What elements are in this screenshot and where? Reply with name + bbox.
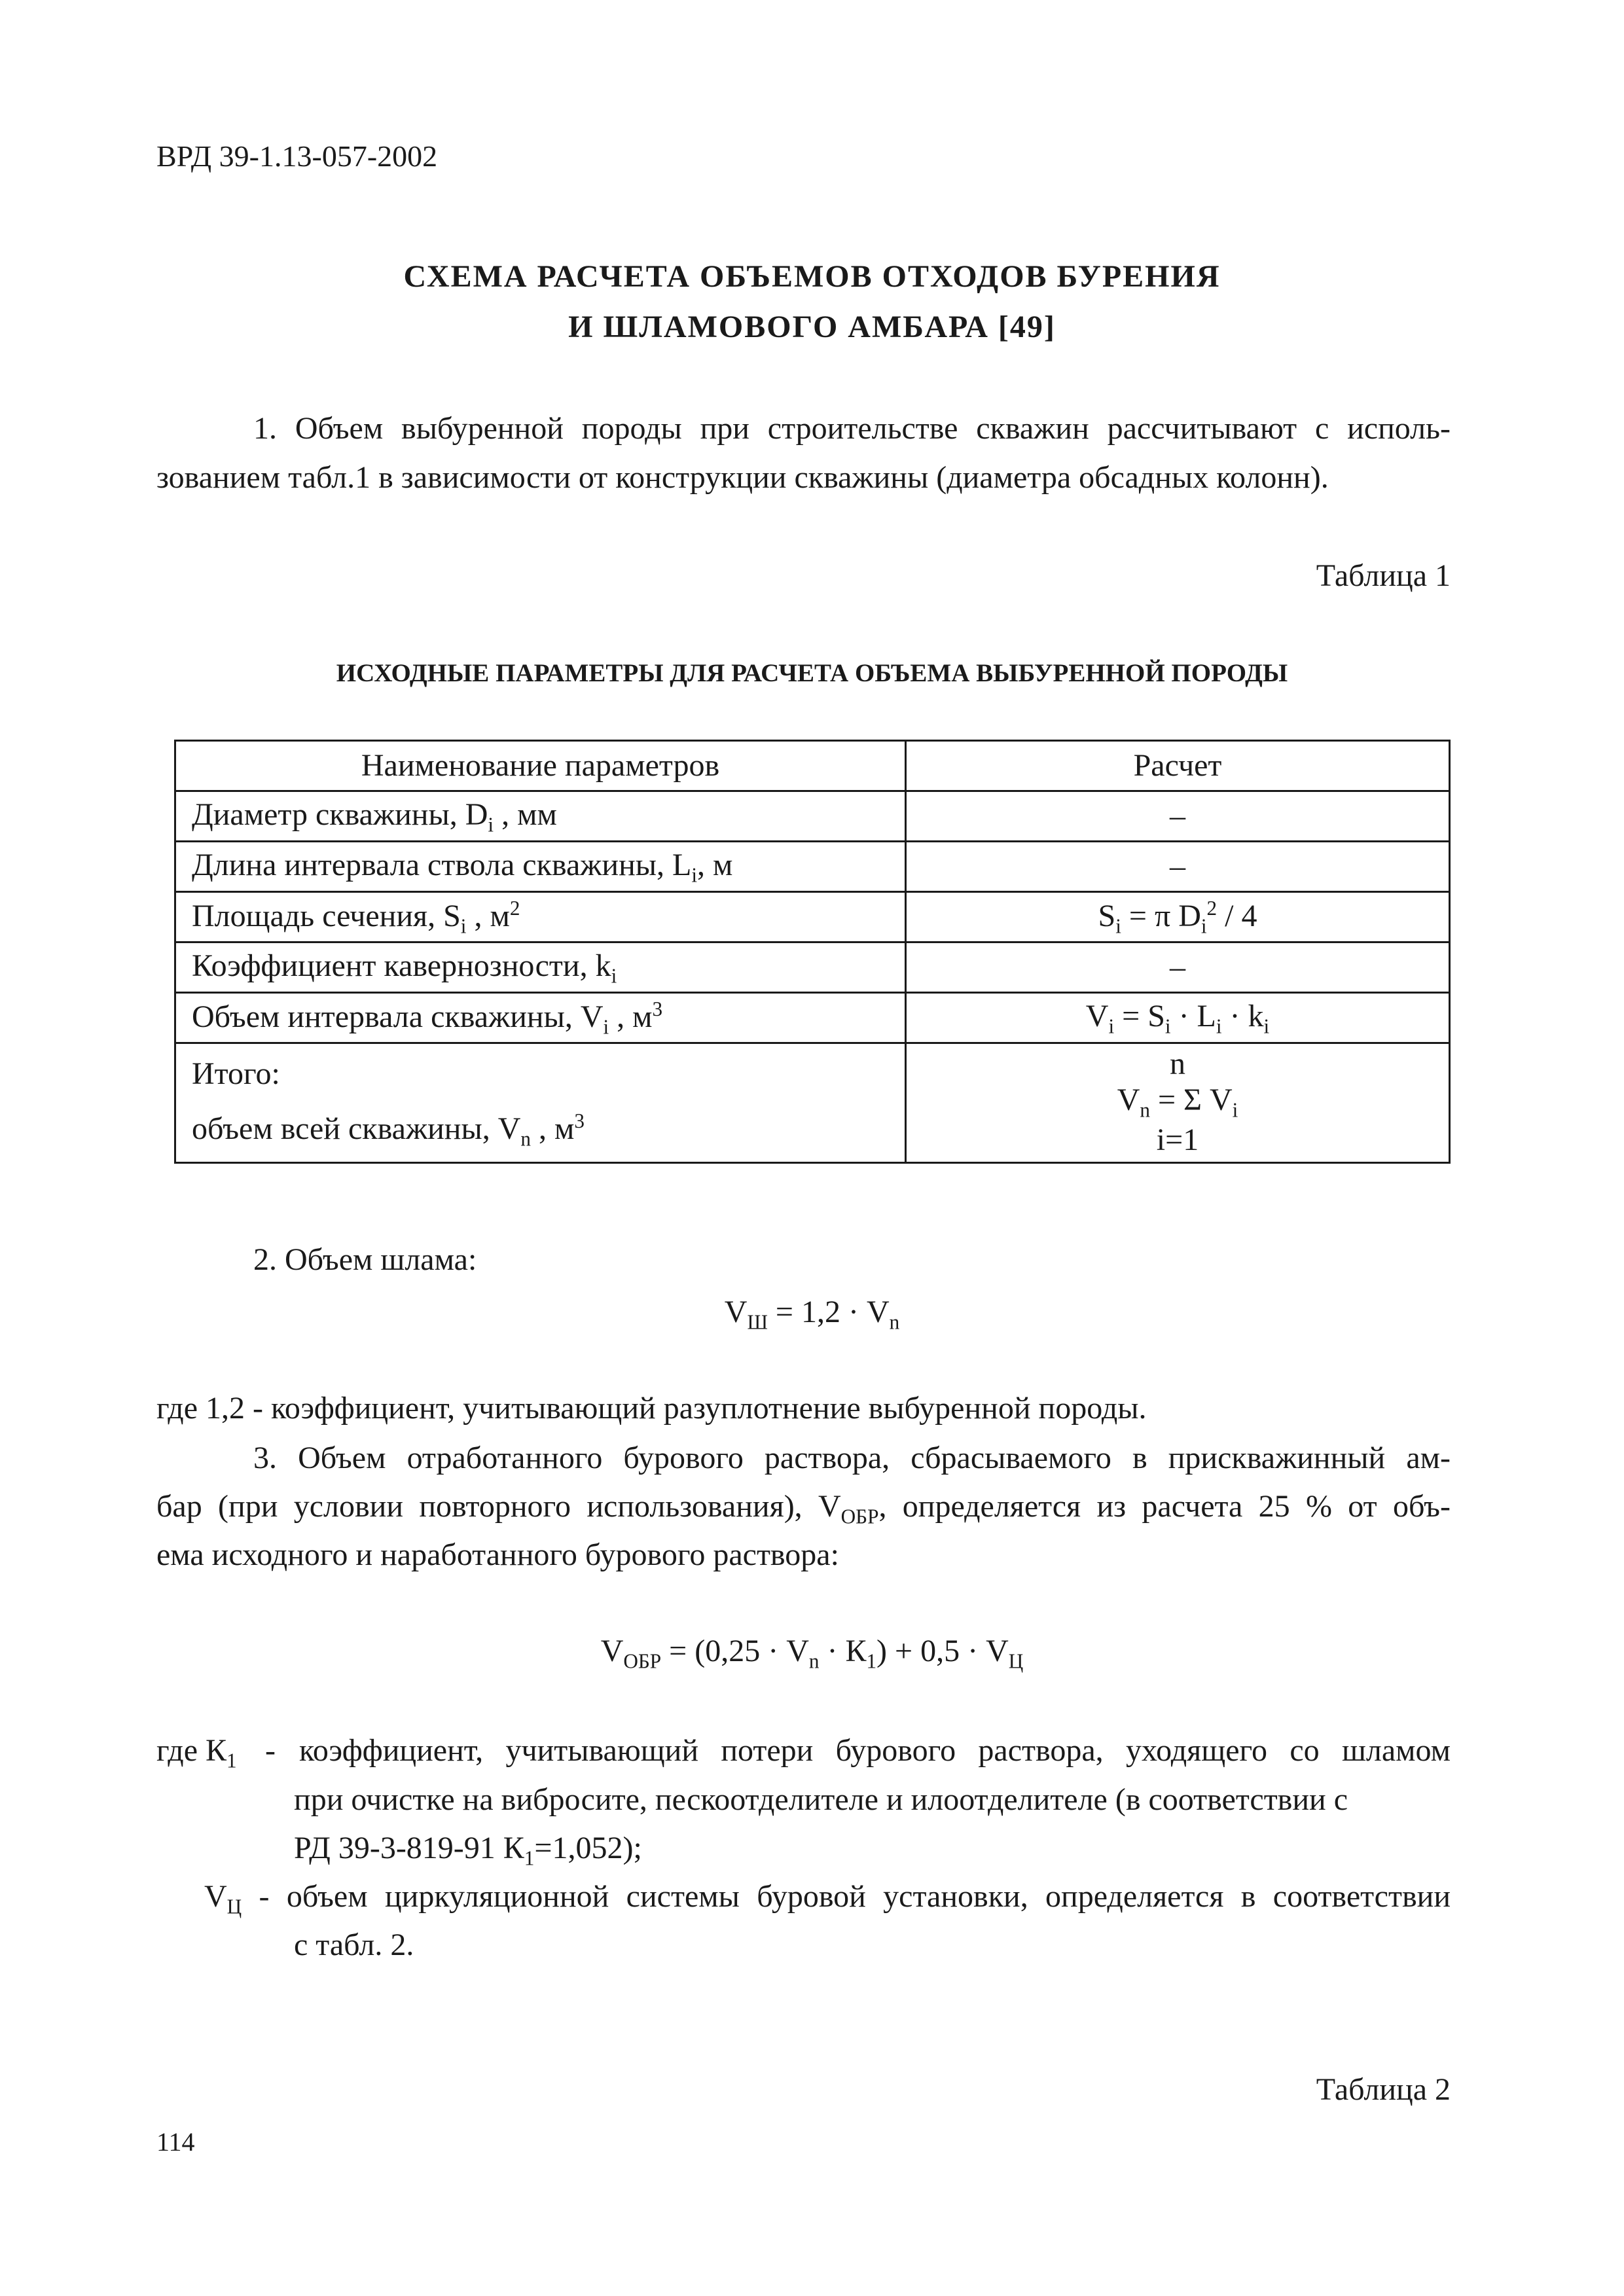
legend-vc-line-1	[204, 1877, 1451, 1920]
text-part: бар (при условии повторного использования), V	[156, 1489, 841, 1524]
param-cell	[175, 791, 906, 842]
formula-part: ) + 0,5 · V	[876, 1634, 1009, 1668]
paragraph-4-line-2	[156, 1487, 1451, 1530]
page-title-line-2: И ШЛАМОВОГО АМБАРА [49]	[568, 310, 1056, 344]
legend-k1-line-3	[294, 1829, 642, 1871]
formula-part: = 1,2 · V	[767, 1295, 890, 1329]
legend-vc-line-2: с табл. 2.	[294, 1928, 414, 1962]
total-text: объем всей скважины, V	[192, 1111, 521, 1146]
sum-sub: i	[1232, 1098, 1238, 1122]
param-tail: , м	[609, 999, 653, 1034]
param-text: Объем интервала скважины, V	[192, 999, 604, 1034]
sum-sub: n	[1140, 1098, 1150, 1122]
paragraph-2: 2. Объем шлама:	[253, 1242, 477, 1277]
formula-part: V	[1085, 998, 1109, 1033]
param-sub: i	[460, 914, 467, 938]
paragraph-3: где 1,2 - коэффициент, учитывающий разуплотнение выбуренной породы.	[156, 1391, 1147, 1426]
formula-sub: Ц	[1008, 1649, 1024, 1673]
text-sub: 1	[524, 1846, 535, 1870]
text-part: - объем циркуляционной системы буровой установки, определяется в соответствии	[242, 1879, 1451, 1914]
param-sub: i	[691, 863, 698, 887]
term-sub: Ц	[226, 1895, 242, 1918]
total-label: Итого:	[192, 1056, 280, 1091]
formula-sup: 2	[1206, 896, 1218, 920]
page-title-line-1: СХЕМА РАСЧЕТА ОБЪЕМОВ ОТХОДОВ БУРЕНИЯ	[403, 259, 1221, 294]
formula-sub: i	[1108, 1014, 1115, 1038]
param-text: Коэффициент кавернозности, k	[192, 948, 611, 983]
table-header-row	[175, 741, 1450, 791]
formula-part: = S	[1114, 998, 1165, 1033]
legend-k1-line-2: при очистке на вибросите, пескоотделителе и илоотделителе (в соответствии с	[294, 1782, 1348, 1817]
param-text: Площадь сечения, S	[192, 898, 461, 933]
formula-part: V	[600, 1634, 624, 1668]
formula-part: = π D	[1121, 898, 1201, 933]
formula-sub: 1	[866, 1649, 877, 1673]
total-sub: n	[520, 1127, 531, 1151]
paragraph-4-line-3: ема исходного и наработанного бурового раствора:	[156, 1537, 839, 1572]
term-text: V	[204, 1879, 227, 1914]
total-sup: 3	[574, 1109, 585, 1132]
formula-sub: n	[808, 1649, 820, 1673]
legend-k1-line-1: коэффициент, учитывающий потери бурового раствора, уходящего со шламом	[299, 1733, 1451, 1768]
header-parameter-name: Наименование параметров	[175, 741, 906, 791]
sum-lower-limit: i=1	[1156, 1122, 1199, 1158]
formula-sub: n	[889, 1310, 900, 1334]
total-tail: , м	[531, 1111, 575, 1146]
param-tail: , м	[466, 898, 510, 933]
table-row	[175, 993, 1450, 1043]
calc-cell-volume-formula	[906, 993, 1450, 1043]
table-1-title: ИСХОДНЫЕ ПАРАМЕТРЫ ДЛЯ РАСЧЕТА ОБЪЕМА ВЫБУРЕННОЙ ПОРОДЫ	[336, 659, 1288, 687]
sum-part: = Σ V	[1149, 1082, 1233, 1117]
text-part: =1,052);	[534, 1831, 642, 1865]
calc-cell: –	[906, 842, 1450, 892]
calc-cell: –	[906, 791, 1450, 842]
paragraph-1-line-2: зованием табл.1 в зависимости от конструкции скважины (диаметра обсадных колонн).	[156, 460, 1329, 495]
param-text: Диаметр скважины, D	[192, 797, 488, 832]
term-text: где К	[156, 1733, 227, 1768]
param-sup: 2	[509, 896, 520, 920]
table-row	[175, 892, 1450, 942]
formula-sub: Ш	[747, 1310, 768, 1334]
formula-part: · К	[819, 1634, 867, 1668]
param-sub: i	[603, 1015, 609, 1039]
table-1-label: Таблица 1	[1316, 558, 1451, 593]
text-part: РД 39-3-819-91 К	[294, 1831, 524, 1865]
formula-sub: i	[1115, 914, 1121, 938]
legend-dash: -	[265, 1733, 276, 1768]
parameters-table	[174, 740, 1451, 1164]
table-row	[175, 942, 1450, 993]
total-description	[192, 1108, 889, 1152]
table-row	[175, 791, 1450, 842]
formula-sludge-volume	[0, 1293, 1624, 1335]
formula-part: / 4	[1217, 898, 1257, 933]
param-cell	[175, 892, 906, 942]
calc-cell: –	[906, 942, 1450, 993]
param-text: Длина интервала ствола скважины, L	[192, 847, 692, 882]
param-sub: i	[611, 964, 617, 988]
formula-sub: i	[1216, 1014, 1222, 1038]
text-sub: ОБР	[840, 1505, 879, 1528]
summation-formula	[1117, 1046, 1238, 1158]
table-2-label: Таблица 2	[1316, 2072, 1451, 2107]
table-total-row	[175, 1043, 1450, 1163]
header-calculation: Расчет	[906, 741, 1450, 791]
sum-upper-limit: n	[1169, 1046, 1185, 1081]
param-cell	[175, 842, 906, 892]
total-calc-cell	[906, 1043, 1450, 1163]
formula-part: · L	[1170, 998, 1216, 1033]
term-sub: 1	[226, 1749, 237, 1772]
total-label-cell	[175, 1043, 906, 1163]
formula-part: V	[724, 1295, 748, 1329]
calc-cell-area-formula	[906, 892, 1450, 942]
sum-part: V	[1117, 1082, 1140, 1117]
param-tail: , мм	[494, 797, 557, 832]
formula-spent-mud-volume	[0, 1632, 1624, 1674]
sum-expression	[1117, 1082, 1238, 1122]
table-row	[175, 842, 1450, 892]
param-sup: 3	[652, 997, 663, 1020]
text-part: , определяется из расчета 25 % от объ-	[878, 1489, 1451, 1524]
formula-part: S	[1098, 898, 1116, 933]
page-number: 114	[156, 2127, 195, 2157]
formula-sub: i	[1200, 914, 1207, 938]
param-tail: , м	[697, 847, 733, 882]
param-sub: i	[488, 813, 494, 836]
legend-k1-term	[156, 1731, 237, 1774]
formula-sub: i	[1263, 1014, 1270, 1038]
formula-part: · k	[1221, 998, 1264, 1033]
param-cell	[175, 942, 906, 993]
formula-sub: ОБР	[623, 1649, 662, 1673]
paragraph-4-line-1: 3. Объем отработанного бурового раствора, сбрасываемого в прискважинный ам-	[253, 1441, 1451, 1475]
document-code: ВРД 39-1.13-057-2002	[156, 139, 438, 173]
paragraph-1-line-1: 1. Объем выбуренной породы при строительстве скважин рассчитывают с исполь-	[253, 411, 1451, 446]
formula-part: = (0,25 · V	[661, 1634, 809, 1668]
formula-sub: i	[1164, 1014, 1171, 1038]
param-cell	[175, 993, 906, 1043]
